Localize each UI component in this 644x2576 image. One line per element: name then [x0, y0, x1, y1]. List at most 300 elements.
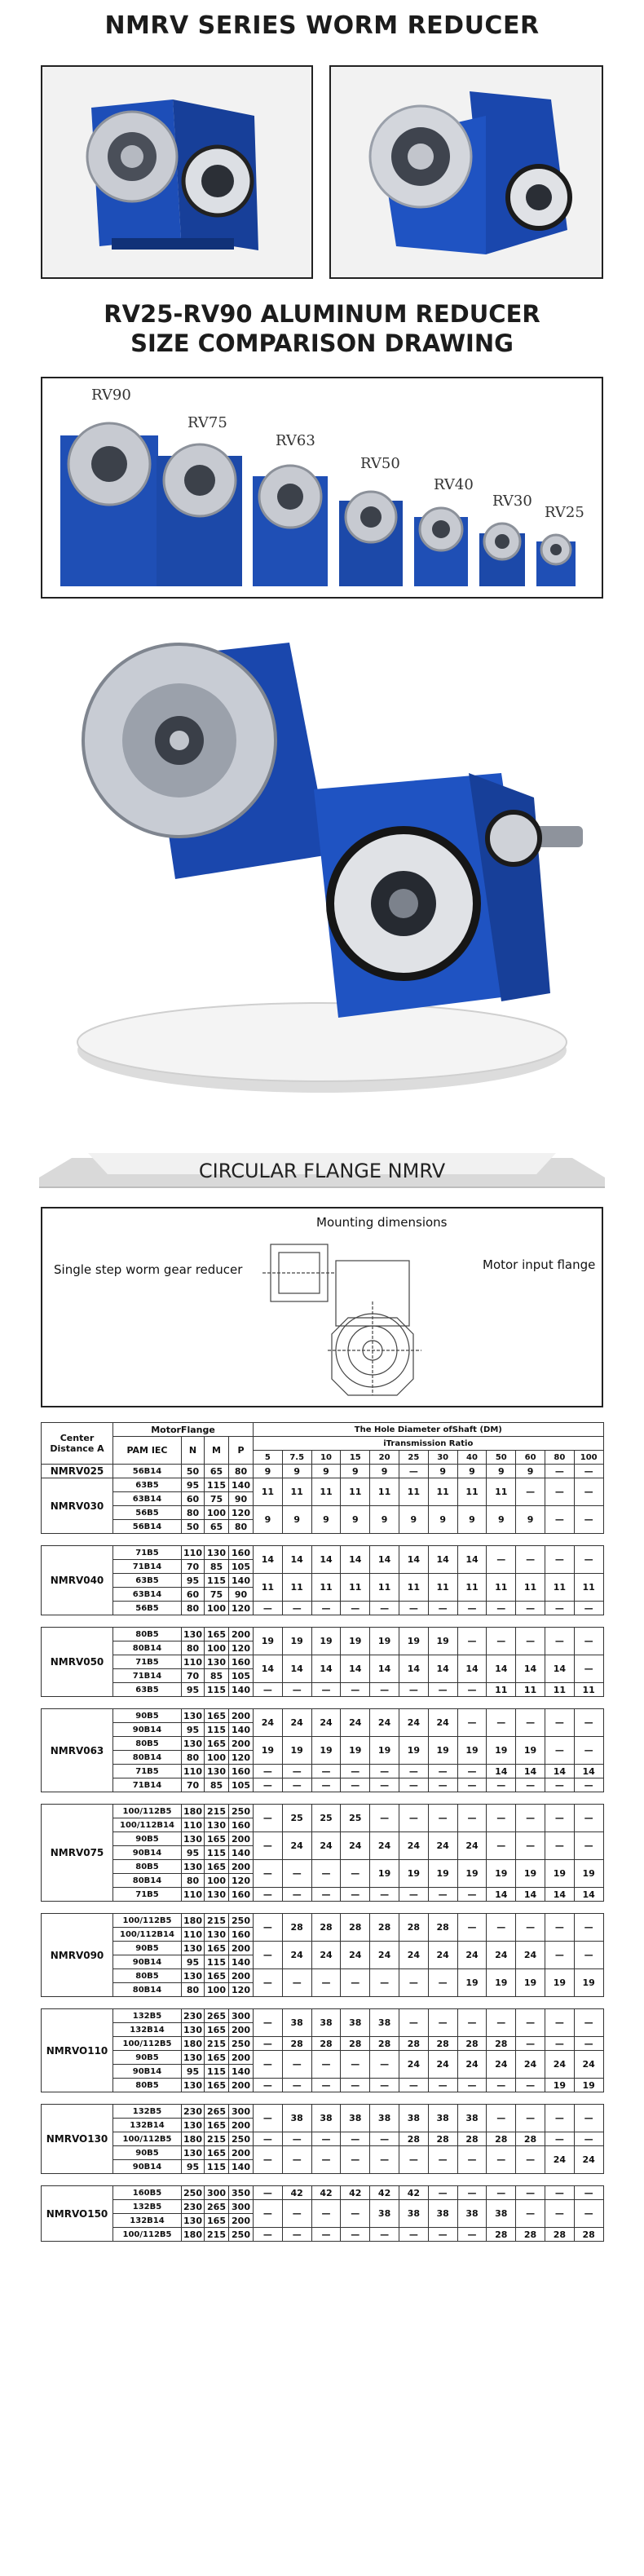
shaft-diameter-cell: 9 — [254, 1465, 283, 1478]
n-cell: 80 — [182, 1506, 205, 1520]
shaft-diameter-cell: 19 — [487, 1860, 516, 1888]
shaft-diameter-cell: — — [516, 1914, 545, 1942]
pam-cell: 63B5 — [113, 1574, 182, 1588]
shaft-diameter-cell: 14 — [370, 1546, 399, 1574]
shaft-diameter-cell: — — [254, 1683, 283, 1697]
p-cell: 300 — [229, 2105, 254, 2119]
p-cell: 200 — [229, 1709, 254, 1723]
shaft-diameter-cell: — — [370, 2079, 399, 2092]
shaft-diameter-cell: 19 — [545, 2079, 574, 2092]
m-cell: 215 — [205, 1914, 229, 1928]
model-cell: NMRV075 — [42, 1805, 113, 1902]
table-group-separator — [42, 1697, 604, 1709]
shaft-diameter-cell: — — [282, 2200, 311, 2228]
shaft-diameter-cell: 42 — [370, 2186, 399, 2200]
pam-cell: 90B5 — [113, 1942, 182, 1955]
shaft-diameter-cell: — — [254, 2037, 283, 2051]
shaft-diameter-cell: — — [574, 1942, 603, 1969]
shaft-diameter-cell: — — [574, 1506, 603, 1534]
shaft-diameter-cell: — — [282, 1969, 311, 1997]
shaft-diameter-cell: 11 — [574, 1574, 603, 1602]
m-cell: 100 — [205, 1983, 229, 1997]
p-cell: 300 — [229, 2200, 254, 2214]
shaft-diameter-cell: 24 — [370, 1832, 399, 1860]
p-cell: 200 — [229, 1860, 254, 1874]
shaft-diameter-cell: 9 — [487, 1506, 516, 1534]
shaft-diameter-cell: — — [370, 1805, 399, 1832]
shaft-diameter-cell: 24 — [457, 2051, 487, 2079]
shaft-diameter-cell: 14 — [487, 1765, 516, 1778]
shaft-diameter-cell: 14 — [399, 1546, 428, 1574]
table-row — [42, 1805, 604, 1818]
shaft-diameter-cell: — — [428, 1602, 457, 1615]
shaft-diameter-cell: — — [254, 2051, 283, 2079]
shaft-diameter-cell: 19 — [254, 1628, 283, 1655]
shaft-diameter-cell: — — [254, 1602, 283, 1615]
shaft-diameter-cell: 28 — [457, 2037, 487, 2051]
shaft-diameter-cell: — — [282, 1602, 311, 1615]
m-cell: 65 — [205, 1520, 229, 1534]
shaft-diameter-cell: — — [487, 1602, 516, 1615]
pam-cell: 56B5 — [113, 1602, 182, 1615]
pam-cell: 71B5 — [113, 1655, 182, 1669]
shaft-diameter-cell: 42 — [311, 2186, 341, 2200]
shaft-diameter-cell: 28 — [516, 2132, 545, 2146]
pam-cell: 160B5 — [113, 2186, 182, 2200]
p-cell: 200 — [229, 1832, 254, 1846]
shaft-diameter-cell: — — [399, 1778, 428, 1792]
shaft-diameter-cell: 11 — [254, 1574, 283, 1602]
shaft-diameter-cell: 38 — [370, 2200, 399, 2228]
pam-cell: 90B5 — [113, 2051, 182, 2065]
shaft-diameter-cell: 11 — [311, 1478, 341, 1506]
pam-cell: 100/112B5 — [113, 2037, 182, 2051]
separator-cell — [42, 1997, 604, 2009]
shaft-diameter-cell: — — [399, 2079, 428, 2092]
shaft-diameter-cell: — — [487, 1709, 516, 1737]
pam-cell: 71B5 — [113, 1546, 182, 1560]
table-group-separator — [42, 1997, 604, 2009]
n-cell: 110 — [182, 1888, 205, 1902]
table-row — [42, 2079, 604, 2092]
pam-cell: 71B14 — [113, 1669, 182, 1683]
shaft-diameter-cell: — — [311, 1888, 341, 1902]
m-cell: 130 — [205, 1888, 229, 1902]
shaft-diameter-cell: 14 — [254, 1546, 283, 1574]
shaft-diameter-cell: — — [545, 1914, 574, 1942]
p-cell: 300 — [229, 2009, 254, 2023]
shaft-diameter-cell: — — [574, 1832, 603, 1860]
shaft-diameter-cell: — — [399, 2009, 428, 2037]
shaft-diameter-cell: — — [341, 2200, 370, 2228]
shaft-diameter-cell: 19 — [428, 1737, 457, 1765]
model-cell: NMRVO150 — [42, 2186, 113, 2242]
size-label-rv63: RV63 — [276, 432, 315, 449]
shaft-diameter-cell: 25 — [282, 1805, 311, 1832]
shaft-diameter-cell: 14 — [399, 1655, 428, 1683]
p-cell: 140 — [229, 1723, 254, 1737]
m-cell: 85 — [205, 1778, 229, 1792]
shaft-diameter-cell: — — [516, 1778, 545, 1792]
table-group-separator — [42, 2092, 604, 2105]
reducer-hero-illustration — [45, 610, 599, 1132]
p-cell: 200 — [229, 2079, 254, 2092]
m-cell: 265 — [205, 2200, 229, 2214]
model-cell: NMRV063 — [42, 1709, 113, 1792]
n-cell: 110 — [182, 1765, 205, 1778]
shaft-diameter-cell: 9 — [254, 1506, 283, 1534]
p-cell: 350 — [229, 2186, 254, 2200]
shaft-diameter-cell: 19 — [457, 1969, 487, 1997]
shaft-diameter-cell: 9 — [370, 1465, 399, 1478]
shaft-diameter-cell: — — [311, 1683, 341, 1697]
shaft-diameter-cell: — — [311, 2200, 341, 2228]
shaft-diameter-cell: — — [545, 2186, 574, 2200]
n-cell: 95 — [182, 1683, 205, 1697]
shaft-diameter-cell: — — [311, 1778, 341, 1792]
m-cell: 165 — [205, 2146, 229, 2160]
shaft-diameter-cell: 11 — [341, 1478, 370, 1506]
m-cell: 165 — [205, 1860, 229, 1874]
n-cell: 70 — [182, 1560, 205, 1574]
pam-cell: 132B5 — [113, 2200, 182, 2214]
page-title: NMRV SERIES WORM REDUCER — [104, 11, 540, 40]
shaft-diameter-cell: 19 — [399, 1628, 428, 1655]
m-cell: 165 — [205, 1709, 229, 1723]
pam-cell: 63B5 — [113, 1683, 182, 1697]
technical-drawing — [254, 1236, 434, 1399]
shaft-diameter-cell: — — [341, 2079, 370, 2092]
shaft-diameter-cell: 38 — [370, 2009, 399, 2037]
shaft-diameter-cell: — — [545, 1942, 574, 1969]
shaft-diameter-cell: — — [487, 2079, 516, 2092]
table-row — [42, 1506, 604, 1520]
shaft-diameter-cell: — — [574, 1778, 603, 1792]
shaft-diameter-cell: 11 — [545, 1574, 574, 1602]
n-cell: 110 — [182, 1655, 205, 1669]
shaft-diameter-cell: 14 — [341, 1546, 370, 1574]
shaft-diameter-cell: 11 — [487, 1683, 516, 1697]
shaft-diameter-cell: 28 — [428, 2037, 457, 2051]
shaft-diameter-cell: — — [457, 2146, 487, 2174]
n-cell: 230 — [182, 2105, 205, 2119]
pam-cell: 132B5 — [113, 2009, 182, 2023]
shaft-diameter-cell: — — [428, 1765, 457, 1778]
shaft-diameter-cell: 11 — [370, 1478, 399, 1506]
shaft-diameter-cell: — — [282, 2079, 311, 2092]
model-cell: NMRV090 — [42, 1914, 113, 1997]
m-cell: 130 — [205, 1818, 229, 1832]
n-cell: 80 — [182, 1641, 205, 1655]
p-cell: 105 — [229, 1778, 254, 1792]
shaft-diameter-cell: 11 — [370, 1574, 399, 1602]
shaft-diameter-cell: 24 — [516, 1942, 545, 1969]
shaft-diameter-cell: 28 — [282, 1914, 311, 1942]
shaft-diameter-cell: — — [282, 1765, 311, 1778]
pam-cell: 132B14 — [113, 2214, 182, 2228]
size-comparison-illustration — [42, 378, 602, 597]
shaft-diameter-cell: 11 — [457, 1478, 487, 1506]
shaft-diameter-cell: — — [574, 2037, 603, 2051]
table-row — [42, 2105, 604, 2119]
pam-cell: 90B14 — [113, 1723, 182, 1737]
table-row — [42, 2132, 604, 2146]
shaft-diameter-cell: 24 — [428, 1832, 457, 1860]
m-cell: 165 — [205, 1832, 229, 1846]
pam-cell: 132B5 — [113, 2105, 182, 2119]
shaft-diameter-cell: — — [254, 2200, 283, 2228]
shaft-diameter-cell: 11 — [545, 1683, 574, 1697]
model-cell: NMRV030 — [42, 1478, 113, 1534]
shaft-diameter-cell: 28 — [311, 1914, 341, 1942]
shaft-diameter-cell: — — [487, 1832, 516, 1860]
n-cell: 130 — [182, 1832, 205, 1846]
shaft-diameter-cell: 19 — [282, 1628, 311, 1655]
table-row — [42, 1655, 604, 1669]
shaft-diameter-cell: 24 — [428, 1709, 457, 1737]
shaft-diameter-cell: 11 — [282, 1478, 311, 1506]
shaft-diameter-cell: — — [574, 2105, 603, 2132]
shaft-diameter-cell: 28 — [457, 2132, 487, 2146]
shaft-diameter-cell: 14 — [574, 1888, 603, 1902]
shaft-diameter-cell: — — [311, 2132, 341, 2146]
n-cell: 130 — [182, 1942, 205, 1955]
pam-cell: 90B5 — [113, 1709, 182, 1723]
table-row — [42, 1778, 604, 1792]
shaft-diameter-cell: — — [457, 1805, 487, 1832]
pam-cell: 56B14 — [113, 1520, 182, 1534]
shaft-diameter-cell: 24 — [341, 1709, 370, 1737]
n-cell: 130 — [182, 1860, 205, 1874]
p-cell: 140 — [229, 1683, 254, 1697]
shaft-diameter-cell: 14 — [516, 1765, 545, 1778]
header-n: N — [182, 1437, 205, 1465]
shaft-diameter-cell: — — [574, 1628, 603, 1655]
pam-cell: 63B14 — [113, 1588, 182, 1602]
shaft-diameter-cell: 19 — [399, 1737, 428, 1765]
shaft-diameter-cell: — — [457, 2186, 487, 2200]
shaft-diameter-cell: — — [545, 2037, 574, 2051]
size-label-rv90: RV90 — [91, 387, 131, 404]
shaft-diameter-cell: 9 — [311, 1465, 341, 1478]
header-p: P — [229, 1437, 254, 1465]
shaft-diameter-cell: — — [428, 1778, 457, 1792]
shaft-diameter-cell: — — [457, 1888, 487, 1902]
shaft-diameter-cell: 19 — [370, 1860, 399, 1888]
ratio-header-cell: 20 — [370, 1451, 399, 1465]
shaft-diameter-cell: 19 — [487, 1737, 516, 1765]
pam-cell: 80B14 — [113, 1983, 182, 1997]
p-cell: 80 — [229, 1520, 254, 1534]
n-cell: 130 — [182, 2051, 205, 2065]
shaft-diameter-cell: — — [254, 2105, 283, 2132]
shaft-diameter-cell: 25 — [311, 1805, 341, 1832]
pam-cell: 71B14 — [113, 1560, 182, 1574]
shaft-diameter-cell: — — [311, 2051, 341, 2079]
shaft-diameter-cell: — — [457, 1914, 487, 1942]
shaft-diameter-cell: 9 — [487, 1465, 516, 1478]
shaft-diameter-cell: 28 — [487, 2228, 516, 2242]
shaft-diameter-cell: — — [574, 1709, 603, 1737]
shaft-diameter-cell: — — [545, 1778, 574, 1792]
m-cell: 165 — [205, 1969, 229, 1983]
m-cell: 115 — [205, 1683, 229, 1697]
shaft-diameter-cell: 24 — [311, 1942, 341, 1969]
table-row — [42, 1832, 604, 1846]
n-cell: 110 — [182, 1546, 205, 1560]
shaft-diameter-cell: 9 — [341, 1506, 370, 1534]
shaft-diameter-cell: — — [545, 1478, 574, 1506]
n-cell: 95 — [182, 1574, 205, 1588]
table-row — [42, 1683, 604, 1697]
pam-cell: 100/112B5 — [113, 1914, 182, 1928]
p-cell: 200 — [229, 2119, 254, 2132]
shaft-diameter-cell: — — [574, 2132, 603, 2146]
m-cell: 165 — [205, 1737, 229, 1751]
shaft-diameter-cell: 14 — [282, 1655, 311, 1683]
table-row — [42, 2009, 604, 2023]
shaft-diameter-cell: 11 — [399, 1574, 428, 1602]
specification-table-body — [42, 1465, 604, 2242]
pam-cell: 90B5 — [113, 2146, 182, 2160]
table-row — [42, 2051, 604, 2065]
reducer-front-illustration — [331, 67, 602, 277]
shaft-diameter-cell: 24 — [341, 1832, 370, 1860]
shaft-diameter-cell: — — [341, 2051, 370, 2079]
shaft-diameter-cell: 19 — [516, 1737, 545, 1765]
shaft-diameter-cell: — — [370, 2051, 399, 2079]
m-cell: 165 — [205, 2023, 229, 2037]
comparison-title-line1: RV25-RV90 ALUMINUM REDUCER — [104, 300, 540, 328]
m-cell: 115 — [205, 1955, 229, 1969]
shaft-diameter-cell: — — [457, 2079, 487, 2092]
shaft-diameter-cell: — — [574, 1465, 603, 1478]
shaft-diameter-cell: — — [516, 2186, 545, 2200]
shaft-diameter-cell: 24 — [545, 2146, 574, 2174]
shaft-diameter-cell: — — [574, 2009, 603, 2037]
shaft-diameter-cell: 28 — [370, 1914, 399, 1942]
product-hero-image — [45, 610, 599, 1132]
table-row — [42, 1574, 604, 1588]
shaft-diameter-cell: — — [487, 1778, 516, 1792]
shaft-diameter-cell: — — [545, 1546, 574, 1574]
shaft-diameter-cell: 19 — [311, 1737, 341, 1765]
shaft-diameter-cell: — — [282, 2146, 311, 2174]
table-group-separator — [42, 2174, 604, 2186]
shaft-diameter-cell: 19 — [254, 1737, 283, 1765]
shaft-diameter-cell: 14 — [487, 1888, 516, 1902]
n-cell: 80 — [182, 1874, 205, 1888]
shaft-diameter-cell: — — [370, 2132, 399, 2146]
pam-cell: 56B5 — [113, 1506, 182, 1520]
shaft-diameter-cell: 11 — [574, 1683, 603, 1697]
n-cell: 50 — [182, 1465, 205, 1478]
pam-cell: 100/112B5 — [113, 1805, 182, 1818]
shaft-diameter-cell: 24 — [311, 1832, 341, 1860]
shaft-diameter-cell: — — [254, 1805, 283, 1832]
shaft-diameter-cell: 28 — [487, 2132, 516, 2146]
shaft-diameter-cell: 19 — [341, 1737, 370, 1765]
shaft-diameter-cell: 28 — [428, 2132, 457, 2146]
table-row — [42, 1860, 604, 1874]
shaft-diameter-cell: 11 — [311, 1574, 341, 1602]
shaft-diameter-cell: — — [457, 1628, 487, 1655]
m-cell: 115 — [205, 2160, 229, 2174]
pam-cell: 100/112B14 — [113, 1928, 182, 1942]
shaft-diameter-cell: — — [254, 1765, 283, 1778]
shaft-diameter-cell: 19 — [428, 1628, 457, 1655]
shaft-diameter-cell: 11 — [428, 1478, 457, 1506]
table-group-separator — [42, 1792, 604, 1805]
p-cell: 80 — [229, 1465, 254, 1478]
shaft-diameter-cell: — — [487, 2105, 516, 2132]
shaft-diameter-cell: 38 — [428, 2105, 457, 2132]
shaft-diameter-cell: — — [254, 1888, 283, 1902]
shaft-diameter-cell: — — [399, 1683, 428, 1697]
shaft-diameter-cell: — — [282, 1860, 311, 1888]
shaft-diameter-cell: 28 — [545, 2228, 574, 2242]
shaft-diameter-cell: — — [428, 2009, 457, 2037]
ratio-header-cell: 15 — [341, 1451, 370, 1465]
n-cell: 80 — [182, 1751, 205, 1765]
p-cell: 200 — [229, 1942, 254, 1955]
n-cell: 130 — [182, 2023, 205, 2037]
ratio-header-cell: 25 — [399, 1451, 428, 1465]
table-row — [42, 1602, 604, 1615]
separator-cell — [42, 1615, 604, 1628]
shaft-diameter-cell: 24 — [457, 1942, 487, 1969]
p-cell: 105 — [229, 1560, 254, 1574]
n-cell: 50 — [182, 1520, 205, 1534]
shaft-diameter-cell: 19 — [516, 1969, 545, 1997]
n-cell: 130 — [182, 1709, 205, 1723]
size-label-rv40: RV40 — [434, 476, 474, 493]
shaft-diameter-cell: 14 — [311, 1655, 341, 1683]
shaft-diameter-cell: — — [399, 1465, 428, 1478]
n-cell: 95 — [182, 1955, 205, 1969]
n-cell: 180 — [182, 2228, 205, 2242]
p-cell: 160 — [229, 1888, 254, 1902]
pam-cell: 63B5 — [113, 1478, 182, 1492]
shaft-diameter-cell: 28 — [282, 2037, 311, 2051]
shaft-diameter-cell: — — [370, 1765, 399, 1778]
shaft-diameter-cell: — — [341, 1860, 370, 1888]
shaft-diameter-cell: 28 — [311, 2037, 341, 2051]
shaft-diameter-cell: — — [399, 1805, 428, 1832]
shaft-diameter-cell: — — [370, 1683, 399, 1697]
separator-cell — [42, 2092, 604, 2105]
shaft-diameter-cell: 38 — [341, 2009, 370, 2037]
shaft-diameter-cell: — — [282, 1778, 311, 1792]
shaft-diameter-cell: — — [254, 2186, 283, 2200]
shaft-diameter-cell: 9 — [282, 1506, 311, 1534]
m-cell: 100 — [205, 1641, 229, 1655]
shaft-diameter-cell: — — [341, 1778, 370, 1792]
shaft-diameter-cell: 28 — [399, 2132, 428, 2146]
shaft-diameter-cell: 9 — [399, 1506, 428, 1534]
shaft-diameter-cell: — — [311, 1765, 341, 1778]
ratio-header-cell: 5 — [254, 1451, 283, 1465]
shaft-diameter-cell: 19 — [282, 1737, 311, 1765]
p-cell: 160 — [229, 1928, 254, 1942]
table-row — [42, 1888, 604, 1902]
n-cell: 130 — [182, 1969, 205, 1983]
shaft-diameter-cell: 19 — [370, 1737, 399, 1765]
pam-cell: 80B14 — [113, 1641, 182, 1655]
shaft-diameter-cell: 19 — [457, 1860, 487, 1888]
shaft-diameter-cell: — — [545, 1602, 574, 1615]
shaft-diameter-cell: 14 — [516, 1888, 545, 1902]
